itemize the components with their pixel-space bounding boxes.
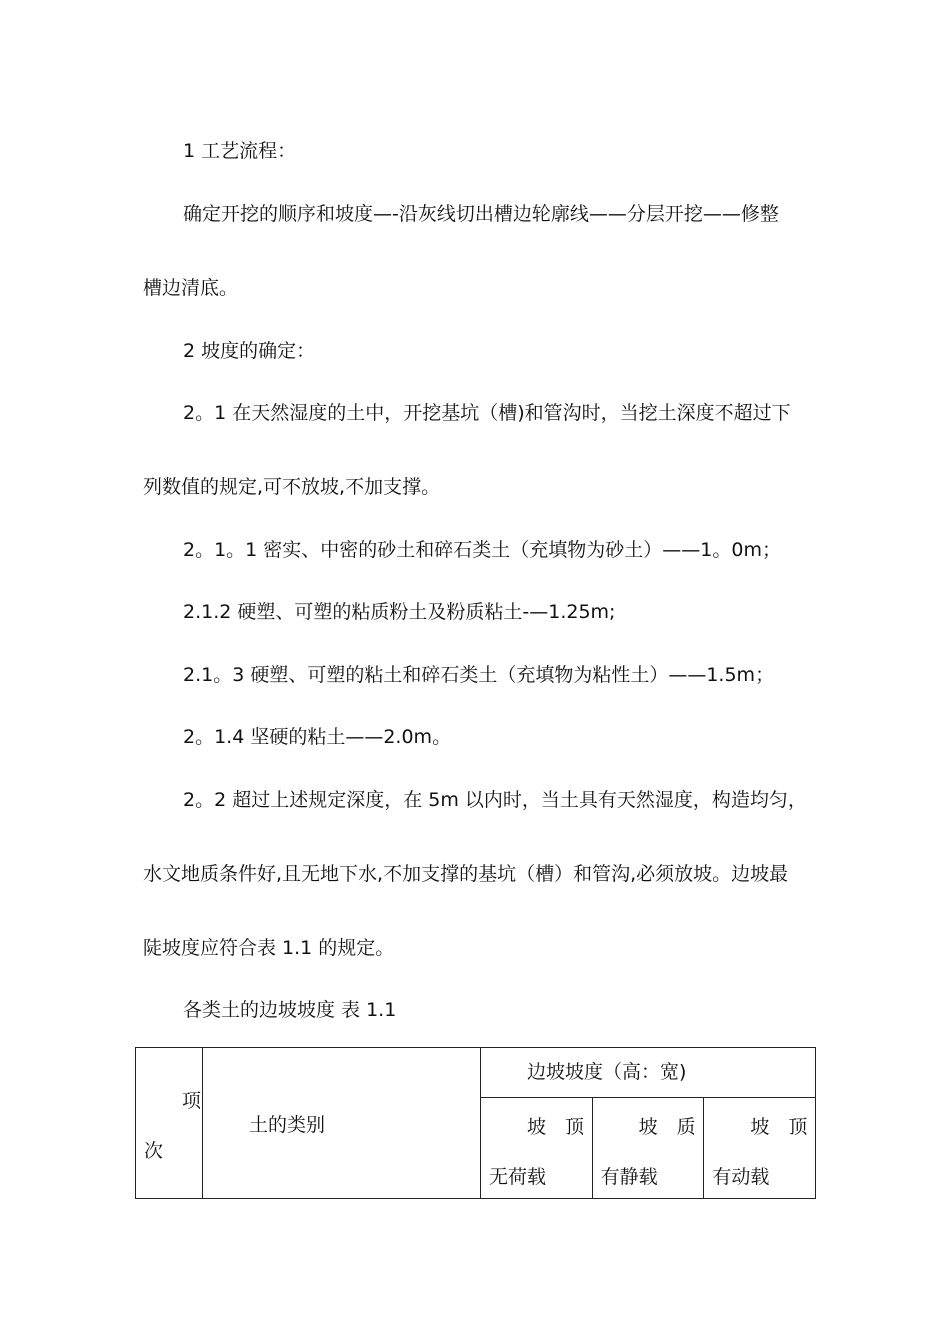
- load-col-none-word1: 坡: [527, 1116, 547, 1138]
- index-header-top: 项: [182, 1090, 202, 1112]
- index-header-bottom: 次: [144, 1140, 164, 1162]
- paragraph-process-flow: 确定开挖的顺序和坡度—-沿灰线切出槽边轮廓线——分层开挖——修整: [183, 203, 779, 225]
- paragraph-2-2-cont: 水文地质条件好,且无地下水,不加支撑的基坑（槽）和管沟,必须放坡。边坡最: [143, 863, 789, 885]
- paragraph-heading-slope: 2 坡度的确定：: [183, 340, 316, 362]
- paragraph-2-1-cont: 列数值的规定,可不放坡,不加支撑。: [143, 476, 441, 498]
- paragraph-2-2: 2。2 超过上述规定深度，在 5m 以内时，当土具有天然湿度，构造均匀，: [183, 789, 807, 811]
- paragraph-2-1-3: 2.1。3 硬塑、可塑的粘土和碎石类土（充填物为粘性土）——1.5m；: [183, 664, 775, 686]
- load-col-static-label: 有静载: [600, 1166, 658, 1188]
- slope-ratio-header: 边坡坡度（高：宽): [527, 1061, 687, 1083]
- load-col-dynamic-word1: 坡: [750, 1116, 770, 1138]
- table-caption: 各类土的边坡坡度 表 1.1: [183, 999, 397, 1021]
- load-col-dynamic-label: 有动载: [712, 1166, 770, 1188]
- slope-ratio-header-cell: [481, 1048, 816, 1098]
- load-col-static: [592, 1098, 704, 1199]
- index-header-cell: [136, 1048, 203, 1199]
- load-col-none-label: 无荷载: [489, 1166, 547, 1188]
- slope-table: [135, 1047, 816, 1199]
- load-col-none: [481, 1098, 593, 1199]
- paragraph-2-1: 2。1 在天然湿度的土中，开挖基坑（槽)和管沟时，当挖土深度不超过下: [183, 402, 791, 424]
- load-col-dynamic: [704, 1098, 816, 1199]
- paragraph-process-flow-cont: 槽边清底。: [143, 277, 239, 299]
- paragraph-2-1-2: 2.1.2 硬塑、可塑的粘质粉土及粉质粘土-—1.25m;: [183, 601, 616, 623]
- load-col-none-word2: 顶: [565, 1116, 585, 1138]
- paragraph-2-1-1: 2。1。1 密实、中密的砂土和碎石类土（充填物为砂土）——1。0m；: [183, 539, 781, 561]
- paragraph-heading-process: 1 工艺流程：: [183, 140, 297, 162]
- soil-type-header-cell: [203, 1048, 481, 1199]
- paragraph-2-2-cont2: 陡坡度应符合表 1.1 的规定。: [143, 937, 395, 959]
- load-col-static-word2: 质: [676, 1116, 696, 1138]
- load-col-static-word1: 坡: [638, 1116, 658, 1138]
- load-col-dynamic-word2: 顶: [788, 1116, 808, 1138]
- paragraph-2-1-4: 2。1.4 坚硬的粘土——2.0m。: [183, 726, 452, 748]
- soil-type-header: 土的类别: [249, 1113, 326, 1136]
